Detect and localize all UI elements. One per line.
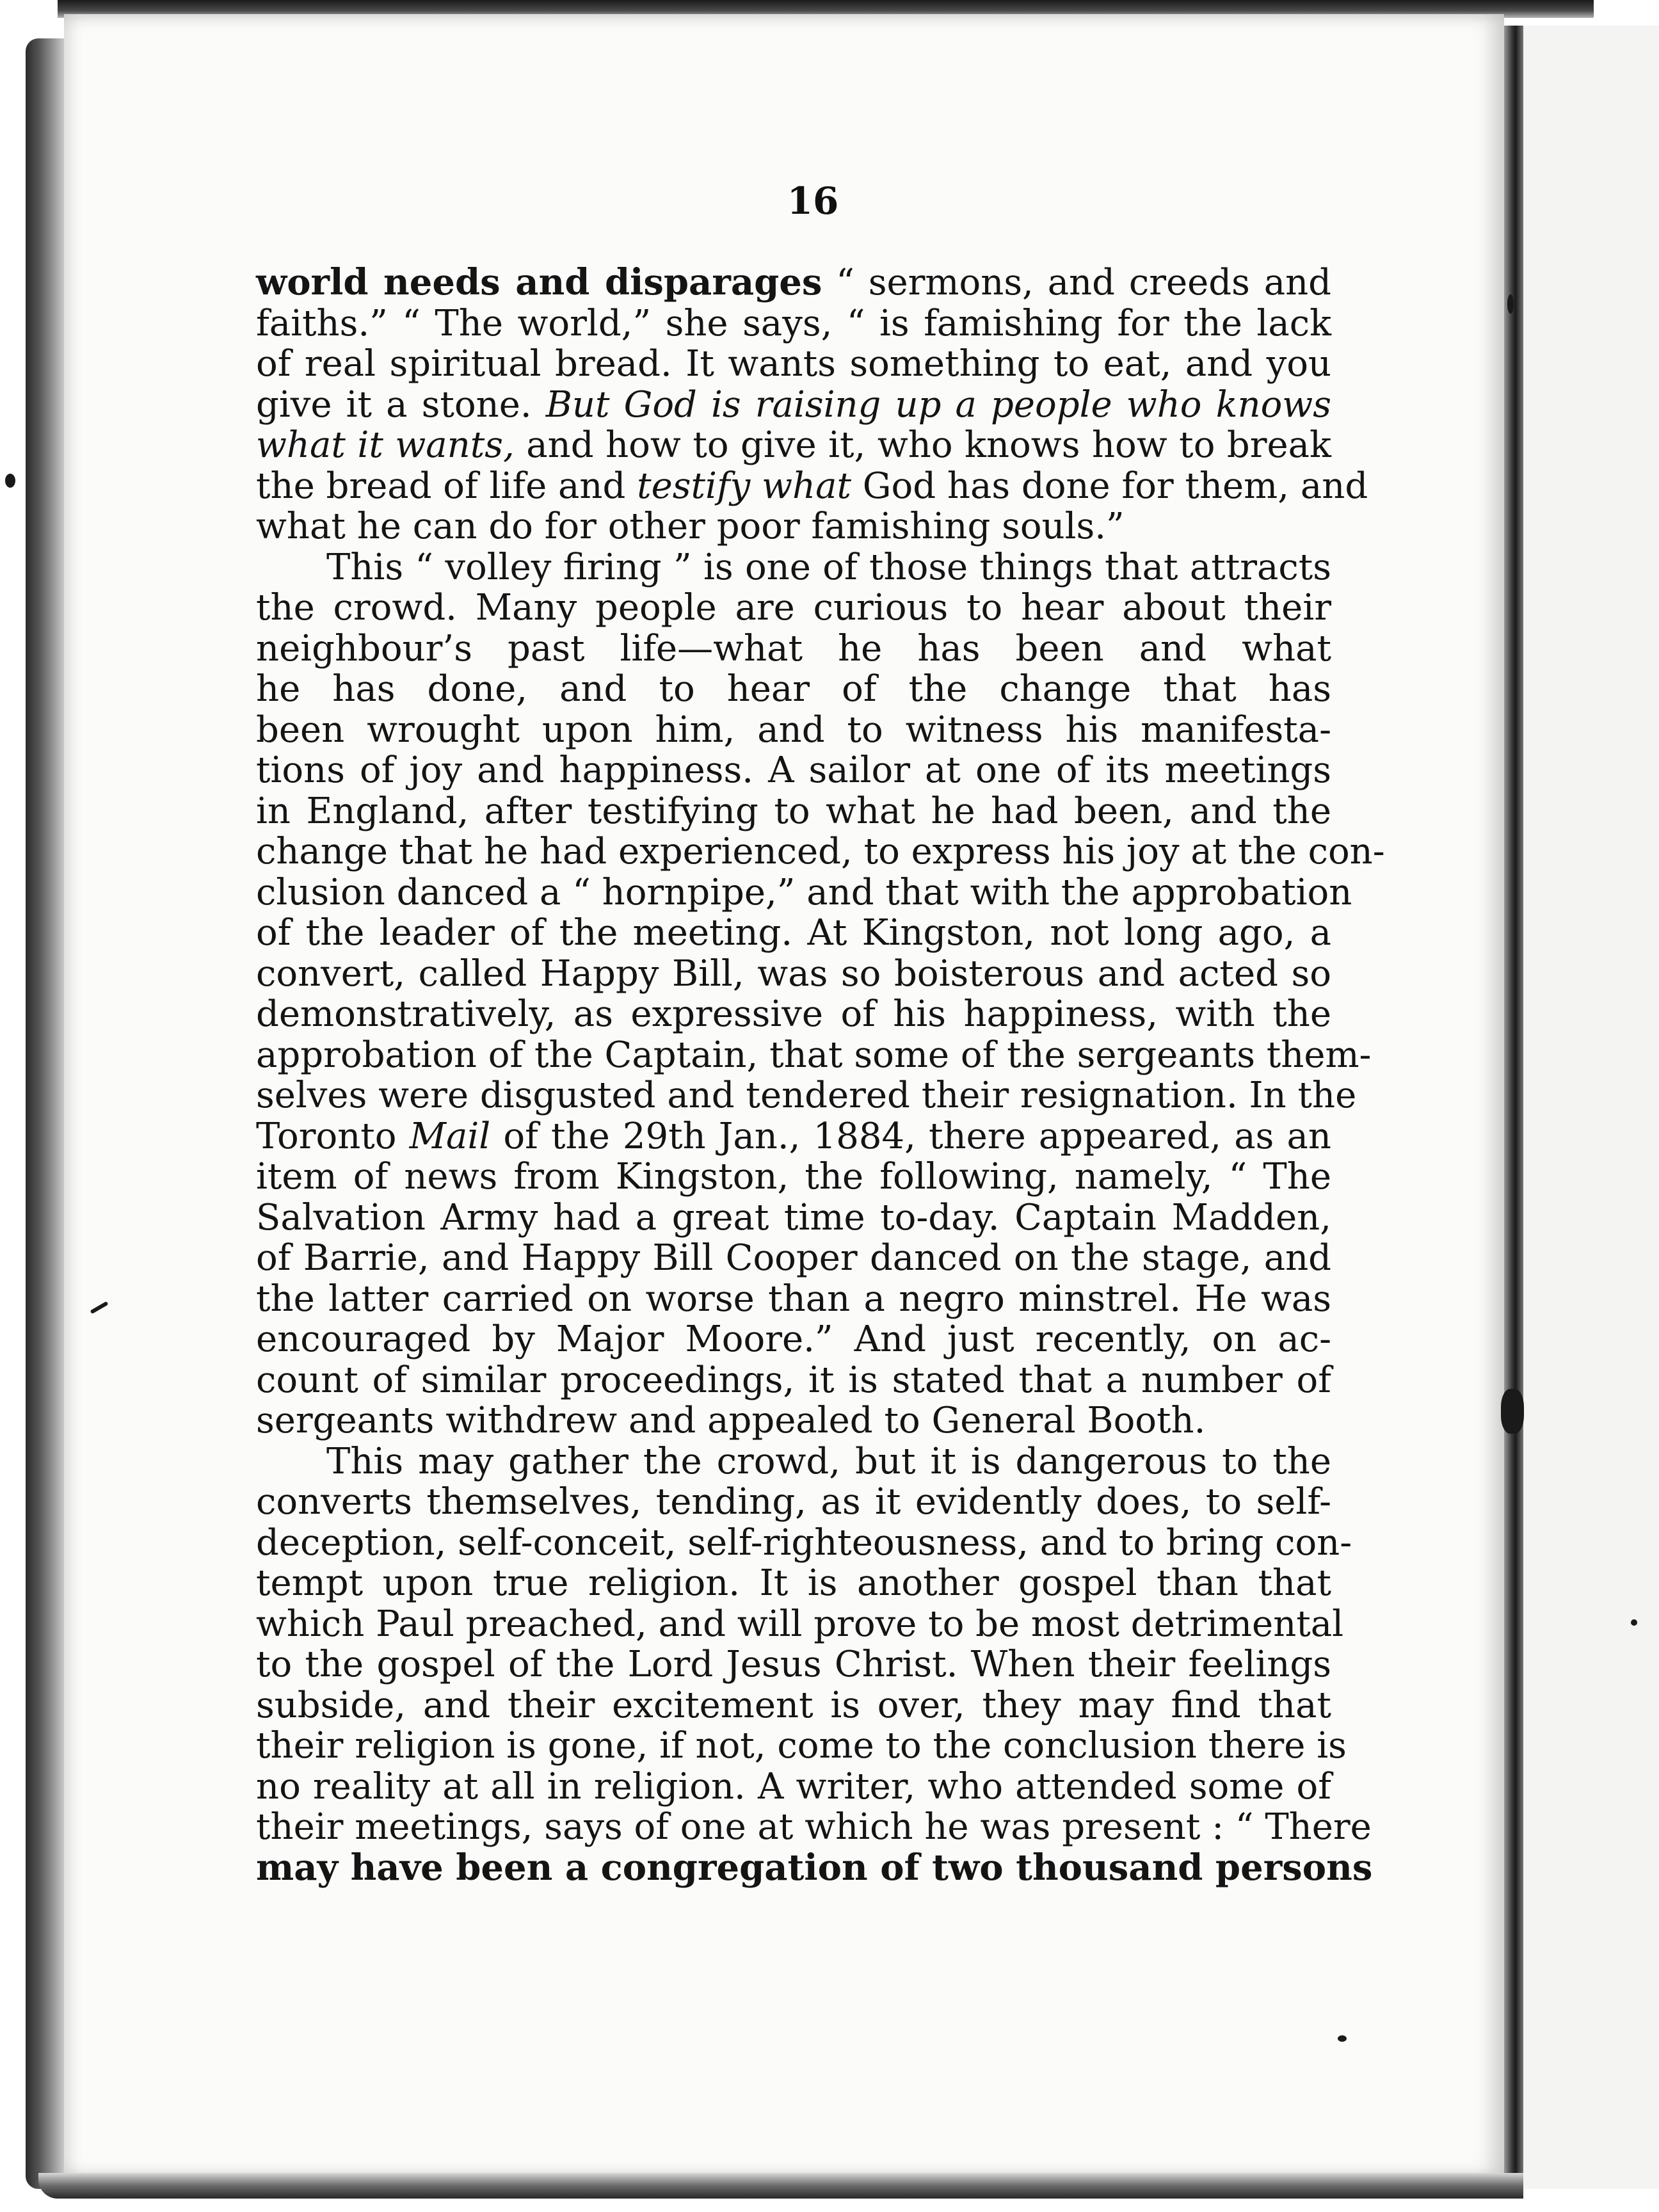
text-run: been wrought upon him, and to witness his manifesta- [256,709,1331,751]
scan-speck [5,474,15,488]
text-line [256,954,1331,995]
text-run: neighbour’s past life—what he has been and what [256,627,1331,669]
page-number: 16 [787,179,839,223]
text-line [256,1238,1331,1279]
text-line [256,1198,1331,1238]
text-line [256,1563,1331,1604]
paragraph [256,261,1368,547]
text-line [256,669,1331,710]
text-line [256,913,1331,954]
text-line [256,994,1331,1035]
text-run: God has done for them, and [851,465,1368,507]
text-line [256,1116,1331,1157]
text-run: faiths.” “ The world,” she says, “ is famishing for the lack [256,302,1331,344]
text-line [256,791,1331,832]
text-line [256,1521,1352,1564]
text-line [256,629,1331,669]
text-line [256,1319,1331,1360]
text-line [256,344,1331,385]
text-run: approbation of the Captain, that some of the sergeants them- [256,1034,1372,1076]
text-line [256,1767,1331,1807]
text-run: subside, and their excitement is over, they may find that [256,1684,1331,1726]
text-run: to the gospel of the Lord Jesus Christ. When their feelings [256,1644,1331,1685]
text-run: “ sermons, and creeds and [822,262,1332,303]
text-run: give it a stone. [256,383,546,426]
paragraph [256,1440,1373,1889]
text-run: may have been a congregation of two thousand persons [256,1846,1373,1889]
text-line [256,303,1331,344]
text-run: of real spiritual bread. It wants something to eat, and you [256,343,1331,385]
text-run: and how to give it, who knows how to break [514,424,1331,466]
text-line [256,1806,1372,1848]
text-run: the latter carried on worse than a negro minstrel. He was [256,1278,1331,1320]
text-run: Mail [409,1115,491,1157]
text-run: item of news from Kingston, the following, namely, “ The [256,1156,1331,1198]
text-run: encouraged by Major Moore.” And just recently, on ac- [256,1318,1331,1360]
text-run: no reality at all in religion. A writer, who attended some of [256,1765,1331,1807]
text-line [256,750,1331,791]
text-line [256,1400,1331,1441]
adjacent-page-edge [1523,26,1659,2189]
text-run: selves were disgusted and tendered their resignation. In the [256,1075,1357,1116]
text-line [256,1685,1331,1726]
text-run: demonstratively, as expressive of his happiness, with the [256,993,1331,1035]
text-line [256,547,1331,588]
text-line [256,588,1331,629]
text-run: convert, called Happy Bill, was so boisterous and acted so [256,952,1331,995]
book-gutter [1504,26,1523,2189]
text-run: This “ volley firing ” is one of those things that attracts [326,546,1331,588]
text-run: But God is raising up a people who knows [545,383,1331,426]
scan-speck [1501,1389,1524,1434]
text-run: of the 29th Jan., 1884, there appeared, as an [490,1115,1331,1157]
body-text [256,261,1385,1889]
text-line [256,1360,1331,1401]
text-run: tempt upon true religion. It is another gospel than that [256,1562,1331,1604]
text-line [256,385,1331,426]
text-line [256,1075,1357,1116]
text-run: the crowd. Many people are curious to hear about their [256,587,1331,629]
text-line [256,1034,1372,1076]
text-line [256,1441,1331,1482]
text-line [256,710,1331,751]
text-run: tions of joy and happiness. A sailor at one of its meetings [256,749,1331,791]
text-run: in England, after testifying to what he had been, and the [256,790,1331,832]
text-line [256,425,1331,466]
text-run: clusion danced a “ hornpipe,” and that with the approbation [256,871,1352,913]
text-line [256,1846,1373,1889]
text-run: their meetings, says of one at which he was present : “ There [256,1806,1372,1848]
text-run: change that he had experienced, to express his joy at the con- [256,831,1385,872]
text-run: of Barrie, and Happy Bill Cooper danced on the stage, and [256,1237,1331,1279]
text-run: he has done, and to hear of the change that has [256,668,1331,710]
text-line [256,506,1331,547]
text-line [256,465,1368,507]
scan-speck [1338,2035,1347,2042]
text-line [256,1157,1331,1198]
text-line [256,1725,1347,1767]
text-run: This may gather the crowd, but it is dangerous to the [326,1440,1331,1482]
text-run: world needs and disparages [256,261,822,303]
text-run: of the leader of the meeting. At Kingston, not long ago, a [256,912,1331,954]
text-run: converts themselves, tending, as it evidently does, to self- [256,1481,1331,1523]
scan-speck [1631,1619,1637,1626]
book-bottom-edge [38,2173,1523,2199]
text-run: Salvation Army had a great time to-day. Captain Madden, [256,1196,1331,1238]
text-run: their religion is gone, if not, come to the conclusion there is [256,1725,1347,1767]
text-line [256,871,1352,913]
text-run: testify what [637,465,851,507]
text-run: what he can do for other poor famishing souls.” [256,506,1125,547]
text-run: sergeants withdrew and appealed to General Booth. [256,1400,1206,1441]
text-run: Toronto [256,1115,410,1157]
text-run: the bread of life and [256,465,637,507]
text-run: what it wants, [256,424,515,466]
text-run: count of similar proceedings, it is stated that a number of [256,1359,1331,1401]
scan-speck [1507,294,1514,314]
text-line [256,1279,1331,1320]
text-run: which Paul preached, and will prove to be most detrimental [256,1603,1344,1645]
text-line [256,1644,1331,1685]
text-line [256,831,1385,872]
text-line [256,1482,1331,1523]
text-run: deception, self-conceit, self-righteousness, and to bring con- [256,1521,1352,1564]
text-line [256,262,1331,303]
paragraph [256,546,1385,1441]
text-line [256,1603,1344,1645]
